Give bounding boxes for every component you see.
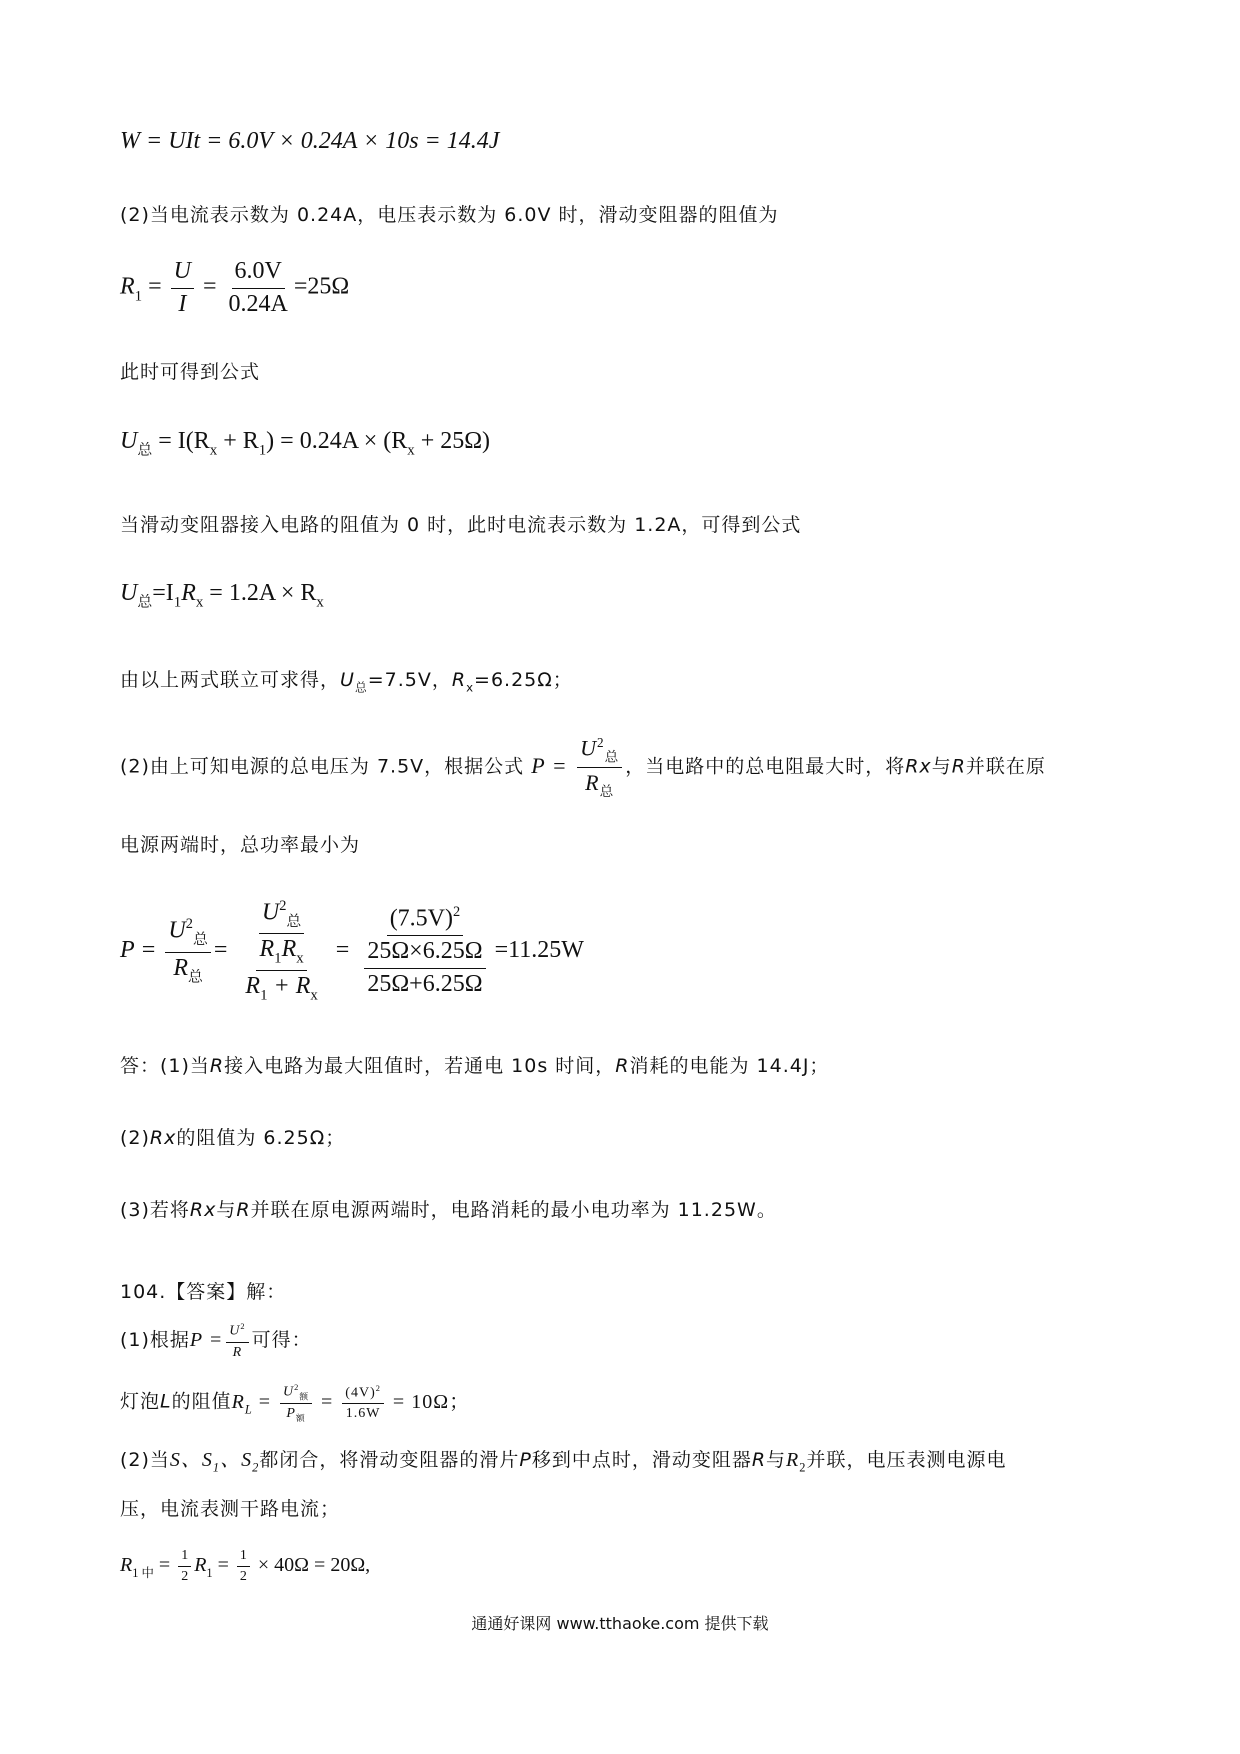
- q104-step-4: 压，电流表测干路电流；: [120, 1498, 341, 1520]
- equation-total-voltage-2: $U_总=I_1R_x = 1.2A \times R_x$: [120, 580, 324, 611]
- q104-step-3: (2)当S、$S_1$、$S_2$都闭合，将滑动变阻器的滑片P移到中点时，滑动变阻器R与$R_2$并联，电压表测电源电: [120, 1449, 1007, 1475]
- text-line: (2)由上可知电源的总电压为 7.5V，根据公式 P = $\frac{U^2_总}{R_总}$ ，当电路中的总电阻最大时，将Rx与R并联在原: [120, 735, 1046, 800]
- equation-total-voltage-1: $U_总 = I(R_x + R_1) = 0.24A \times (R_x + 25\Omega)$: [120, 428, 491, 459]
- answer-line-2: (2)Rx的阻值为 6.25Ω；: [120, 1127, 346, 1149]
- equation-resistance: $R_1$ = $\frac{U}{I}$ = $\frac{6.0V}{0.24A}$ =25Ω: [120, 258, 350, 317]
- q104-step-2: 灯泡L的阻值$R_L$ = $\frac{U^2_额}{P_额}$ = $\frac{(4V)^2}{1.6W}$ = 10Ω；: [120, 1383, 471, 1424]
- text-line: 电源两端时，总功率最小为: [120, 834, 361, 856]
- question-104-heading: 104.【答案】解：: [120, 1281, 287, 1303]
- q104-equation-r1-mid: $R_{1 中}$ = $\frac{1}{2}$ $R_1$ = $\frac{1}{2}$ × 40Ω = 20Ω,: [120, 1548, 371, 1585]
- equation-work: W = UIt = 6.0V × 0.24A × 10s = 14.4J: [120, 128, 500, 154]
- equation-min-power: P = $\frac{U^2_总}{R_总}$ = $\frac{U^2_总}{\frac{R_1R_x}{R_1 + R_x}}$ = $\frac{(7.5V)^2}{\frac{25\Omega\times 6.25\Omega}{25\Omega+6.25\Omega}}$ =11.25W: [120, 898, 584, 1004]
- answer-line-3: (3)若将Rx与R并联在原电源两端时，电路消耗的最小电功率为 11.25W。: [120, 1199, 777, 1221]
- page-footer: 通通好课网 www.tthaoke.com 提供下载: [471, 1614, 769, 1633]
- answer-line-1: 答：(1)当R接入电路为最大阻值时，若通电 10s 时间，R消耗的电能为 14.4J；: [120, 1055, 830, 1077]
- text-line: 此时可得到公式: [120, 361, 261, 383]
- text-line: 当滑动变阻器接入电路的阻值为 0 时，此时电流表示数为 1.2A，可得到公式: [120, 514, 802, 536]
- text-line: (2)当电流表示数为 0.24A，电压表示数为 6.0V 时，滑动变阻器的阻值为: [120, 204, 779, 226]
- text-line: 由以上两式联立可求得，$U_总=7.5V$，$R_x=6.25\Omega$；: [120, 669, 573, 695]
- q104-step-1: (1)根据P = $\frac{U^2}{R}$ 可得：: [120, 1322, 312, 1360]
